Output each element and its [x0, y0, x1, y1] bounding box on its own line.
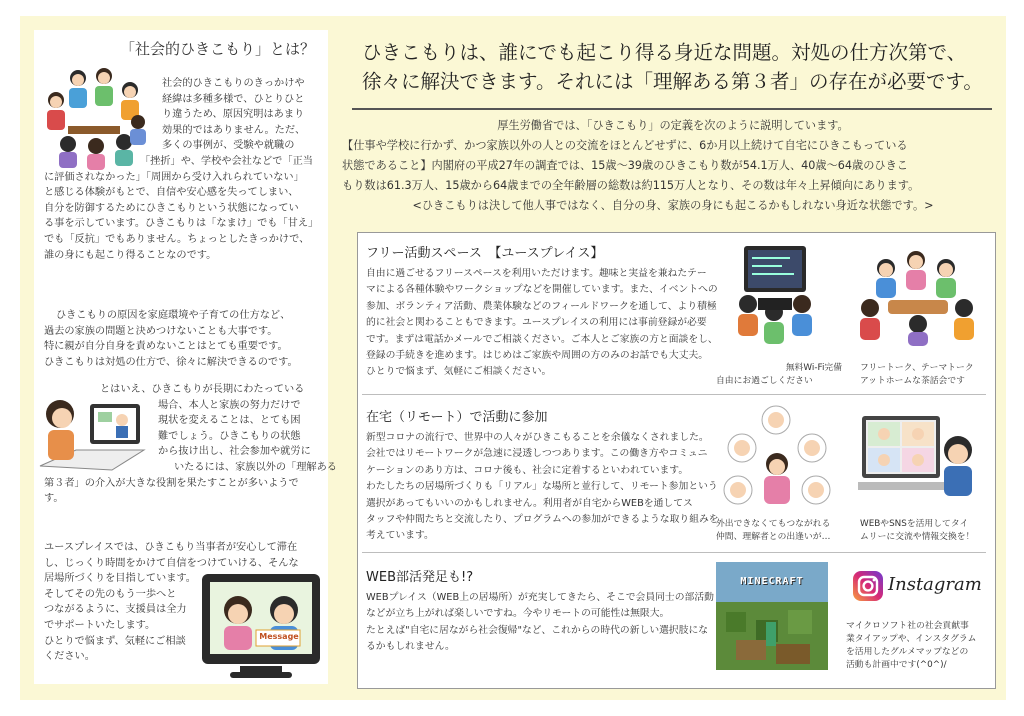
wifi-caption: 無料Wi-Fi完備 自由にお過ごしください — [716, 363, 842, 386]
minecraft-logo-text: MINECRAFT — [740, 576, 804, 587]
connected-friends-illustration — [722, 404, 832, 510]
left-paragraph-4: ユースプレイスでは、ひきこもり当事者が安心して滞在 し、じっくり時間をかけて自信をつけていける、そんな 居場所づくりを目指しています。 そしてその先のもう一歩へと つながるように、支援員は全力 でサポートいたします。 ひとりで悩まず、気軽にご相談 ください。 — [44, 542, 299, 663]
instagram-icon — [852, 570, 884, 602]
section-divider-1 — [362, 394, 986, 395]
group-talk-caption: フリートーク、テーマトーク アットホームな茶話会です — [860, 363, 974, 386]
headline: ひきこもりは、誰にでも起こり得る身近な問題。対処の仕方次第で、 徐々に解決できます。それには「理解ある第３者」の存在が必要です。 — [362, 41, 983, 93]
left-paragraph-1: 社会的ひきこもりのきっかけや 経緯は多種多様で、ひとりひと り違うため、原因究明はあまり 効果的ではありません。ただ、 多くの事例が、受験や就職の 「挫折」や、学校や会社などで「正当 に評価されなかった」「周囲から受け入れられていない」 と感じる体験がもとで、自信や安心感を失ってしまい、 自分を防御するためにひきこもりという状態になってい る事を示しています。ひきこもりは「なまけ」でも「甘え」 でも「反抗」でもありません。ちょっとしたきっかけで、 誰の身にも起こり得ることなのです。 — [44, 78, 319, 261]
connected-friends-caption: 外出できなくてもつながれる 仲間、理解者との出逢いが… — [716, 519, 831, 542]
left-column — [34, 30, 337, 684]
group-talk-illustration — [858, 246, 978, 346]
intro-text: 厚生労働省では、「ひきこもり」の定義を次のように説明しています。 【仕事や学校に行かず、かつ家族以外の人との交流をほとんどせずに、6か月以上続けて自宅にひきこもっている 状態であること】内閣府の平成27年の調査では、15歳〜39歳のひきこもり数が54.1万人、40歳〜64歳のひきこ もり数は61.3万人、15歳から64歳までの全年齢層の総数は約115万人となり、その数は年々上昇傾向にあります。 <ひきこもりは決して他人事ではなく、自分の身、家族の身にも起こるかもしれない身近な状態です。> — [342, 119, 934, 212]
tv-message-illustration — [200, 570, 324, 682]
headline-rule — [352, 108, 992, 110]
wifi-computer-illustration — [732, 242, 818, 352]
section-web-club-title: WEB部活発足も!? — [366, 570, 474, 585]
section-free-space-body: 自由に過ごせるフリースペースを利用いただけます。趣味と実益を兼ねたテー マによる各種体験やワークショップなどを開催しています。また、イベントへの 参加、ボランティア活動、農業体験などのフィールドワークを通して、より積極 的に社会と関わることもできます。ユースプレイスの利用には事前登録が必要 です。まずは電話かメールでご相談ください。ご本人とご家族の方と面談をし、 登録の手続きを進めます。はじめはご家族や周囲の方のみのお話でも大丈夫。 ひとりで悩まず、気軽にご相談ください。 — [366, 268, 718, 378]
section-web-club-body: WEBプレイス（WEB上の居場所）が充実してきたら、そこで会員同士の部活動 などが立ち上がれば楽しいですね。今やリモートの可能性は無限大。 たとえば"自宅に居ながら社会復帰"など、これからの時代の新しい選択肢にな るかもしれません。 — [366, 592, 714, 653]
message-card-label: Message — [259, 632, 299, 641]
left-paragraph-3: とはいえ、ひきこもりが長期にわたっている 場合、本人と家族の努力だけで 現状を変えることは、とても困 難でしょう。ひきこもりの状態 から抜け出し、社会参加や就労に いたるには、家族以外の「理解ある 第３者」の介入が大きな役割を果たすことが多いようで す。 — [44, 384, 337, 505]
instagram-wordmark: Instagram — [888, 574, 982, 595]
section-divider-2 — [362, 552, 986, 553]
section-remote-body: 新型コロナの流行で、世界中の人々がひきこもることを余儀なくされました。 会社ではリモートワークが急速に浸透しつつあります。この働き方やコミュニ ケーションのあり方は、コロナ後も、社会に定着するといわれています。 わたしたちの居場所づくりも「リアル」な場所と並行して、リモート参加という 選択があってもいいのかもしれません。利用者が自宅からWEBを通してス タッフや仲間たちと交流したり、プログラムへの参加ができるような取り組みを 考えています。 — [366, 432, 719, 542]
sns-activity-caption: マイクロソフト社の社会貢献事 業タイアップや、インスタグラム を活用したグルメマップなどの 活動も計画中です(^0^)/ — [846, 621, 977, 670]
section-remote-title: 在宅（リモート）で活動に参加 — [366, 410, 548, 425]
section-free-space-title: フリー活動スペース 【ユースプレイス】 — [366, 246, 604, 261]
video-call-caption: WEBやSNSを活用してタイ ムリーに交流や情報交換を！ — [860, 519, 975, 542]
left-title: 「社会的ひきこもり」とは？ — [120, 40, 316, 58]
video-call-illustration — [858, 412, 982, 504]
left-paragraph-2: ひきこもりの原因を家庭環境や子育ての仕方など、 過去の家族の問題と決めつけないことも大事です。 特に親が自分自身を責めないことはとても重要です。 ひきこもりは対処の仕方で、徐々に解決できるのです。 — [44, 310, 298, 368]
